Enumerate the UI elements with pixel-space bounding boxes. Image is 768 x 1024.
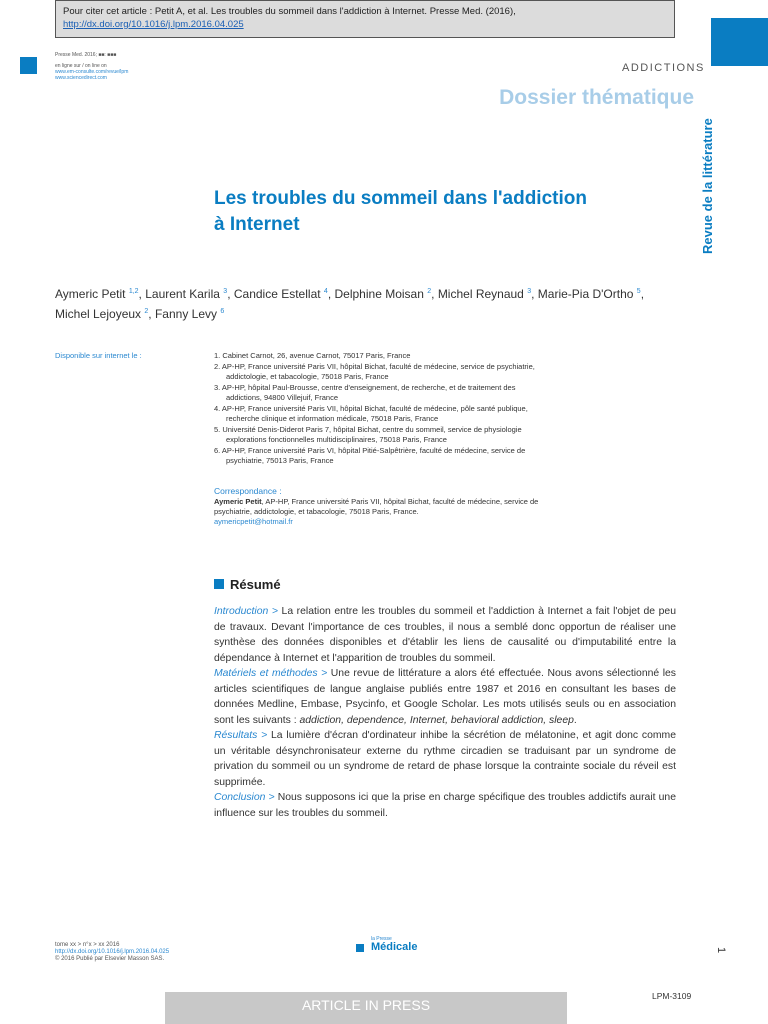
abstract-methods: Matériels et méthodes > Une revue de littérature a alors été effectuée. Nous avons sélectionné les articles scientifiques de langue anglaise publiés entre 1987 et 2016 en consultant les bases de données Medline, Embase, Psycinfo, et Google Scholar. Les mots utilisés seuls ou en association sont les suivants : addiction, dependence, Internet, behavioral addiction, sleep.: [214, 668, 677, 726]
author: Michel Reynaud $^3$,: [437, 287, 538, 301]
affiliation-list: [214, 351, 544, 467]
author-name: Fanny Levy: [154, 307, 218, 321]
introduction-text: La relation entre les troubles du sommeil et l'addiction à Internet a fait l'objet de peu de travaux. Devant l'importance de ces troubles, il nous a semblé donc opportun de réaliser une synthèse des données disponibles et d'établir les liens de causalité ou d'imputabilité entre la dépendance à Internet et l'apparition de troubles du sommeil.: [214, 606, 676, 664]
presse-medicale-logo: [356, 936, 436, 956]
footer-info: [55, 942, 169, 963]
abstract-conclusion: [214, 790, 676, 821]
author: Michel Lejoyeux $^2$,: [55, 307, 155, 321]
conclusion-text: Nous supposons ici que la prise en charge spécifique des troubles addictifs aurait une influence sur les troubles du sommeil.: [214, 792, 676, 819]
title-line-1: Les troubles du sommeil dans l'addiction: [214, 188, 587, 209]
author-name: Michel Lejoyeux: [55, 307, 142, 321]
author-name: Laurent Karila: [145, 287, 220, 301]
author-name: Michel Reynaud: [437, 287, 524, 301]
vertical-section-label: Revue de la littérature: [700, 118, 715, 254]
article-code: LPM-3109: [652, 991, 692, 1001]
conclusion-lead: Conclusion >: [214, 792, 275, 803]
correspondence-label: Correspondance :: [214, 486, 282, 496]
article-in-press-bar: ARTICLE IN PRESS: [165, 992, 567, 1024]
author: Delphine Moisan $^2$,: [334, 287, 438, 301]
article-title: [214, 186, 694, 238]
abstract-heading-text: Résumé: [230, 577, 281, 592]
correspondence-email[interactable]: aymericpetit@hotmail.fr: [214, 517, 293, 526]
author-list: [55, 283, 680, 323]
publication-meta: [55, 52, 128, 81]
available-online-label: Disponible sur internet le :: [55, 351, 142, 360]
blue-square-marker: [20, 57, 37, 74]
author-affiliation-sup: 4: [323, 288, 328, 295]
logo-square-icon: [356, 944, 364, 952]
correspondence-name: Aymeric Petit: [214, 497, 262, 506]
logo-big-text: Médicale: [371, 941, 418, 953]
author-affiliation-sup: 3: [223, 288, 228, 295]
heading-square-icon: [214, 579, 224, 589]
author-name: Marie-Pia D'Ortho: [537, 287, 634, 301]
author-affiliation-sup: 2: [144, 308, 149, 315]
url-sciencedirect[interactable]: www.sciencedirect.com: [55, 75, 107, 81]
author-name: Delphine Moisan: [334, 287, 424, 301]
issue-line: tome xx > n°x > xx 2016: [55, 942, 120, 948]
affiliation-item: 2. AP-HP, France université Paris VII, hôpital Bichat, faculté de médecine, service de psychiatrie, addictologie, et tabacologie, 75018 Paris, France: [214, 361, 535, 381]
abstract-body: [214, 604, 676, 821]
methods-keywords: addiction, dependence, Internet, behavioral addiction, sleep: [299, 714, 574, 726]
journal-line: Presse Med. 2016; ■■: ■■■: [55, 52, 117, 58]
author: [155, 307, 224, 321]
correspondence-block: [214, 497, 544, 527]
author-name: Candice Estellat: [233, 287, 321, 301]
author: Laurent Karila $^3$,: [145, 287, 234, 301]
results-text: La lumière d'écran d'ordinateur inhibe la sécrétion de mélatonine, et agit donc comme un véritable désynchronisateur externe du rythme circadien se traduisant par un syndrome de privation du sommeil ou un syndrome de retard de phase lorsque la contrainte sociale du réveil est supprimée.: [214, 730, 676, 788]
affiliation-item: 1. Cabinet Carnot, 26, avenue Carnot, 75017 Paris, France: [214, 351, 411, 360]
blue-corner-tab: [711, 18, 768, 66]
author-affiliation-sup: 1,2: [128, 288, 139, 295]
citation-doi-link[interactable]: http://dx.doi.org/10.1016/j.lpm.2016.04.025: [63, 19, 244, 30]
methods-lead: Matériels et méthodes >: [214, 668, 328, 679]
url-em-consulte[interactable]: www.em-consulte.com/revue/lpm: [55, 69, 129, 75]
abstract-introduction: [214, 604, 676, 666]
title-line-2: à Internet: [214, 214, 300, 235]
footer-doi-link[interactable]: http://dx.doi.org/10.1016/j.lpm.2016.04.025: [55, 949, 170, 955]
author: Candice Estellat $^4$,: [233, 287, 335, 301]
author-affiliation-sup: 2: [427, 288, 432, 295]
copyright-line: © 2016 Publié par Elsevier Masson SAS.: [55, 956, 165, 962]
logo-small-text: la Presse: [371, 936, 392, 942]
abstract-heading: [214, 577, 281, 592]
correspondence-address: , AP-HP, France université Paris VII, hôpital Bichat, faculté de médecine, service de psychiatrie, addictologie, et tabacologie, 75018 Paris, France.: [214, 497, 539, 516]
affiliation-item: 6. AP-HP, France université Paris VI, hôpital Pitié-Salpêtrière, faculté de médecine, service de psychiatrie, 75013 Paris, France: [214, 445, 526, 465]
citation-box: [55, 0, 675, 38]
methods-text: Une revue de littérature a alors été effectuée. Nous avons sélectionné les articles scientifiques de langue anglaise publiés entre 1987 et 2016 en consultant les bases de données Medline, Embase, Psycinfo, et Google Scholar. Les mots utilisés seuls ou en association sont les suivants :: [214, 668, 677, 726]
author-affiliation-sup: 3: [527, 288, 532, 295]
page-number: 1: [715, 946, 728, 954]
affiliation-item: 5. Université Denis-Diderot Paris 7, hôpital Bichat, centre du sommeil, service de physiologie explorations fonctionnelles multidisciplinaires, 75018 Paris, France: [214, 424, 522, 444]
affiliation-item: 4. AP-HP, France université Paris VII, hôpital Bichat, faculté de médecine, pôle santé publique, recherche clinique et information médicale, 75018 Paris, France: [214, 403, 528, 423]
author-name: Aymeric Petit: [55, 287, 126, 301]
online-label: en ligne sur / on line on: [55, 63, 107, 69]
author: Aymeric Petit $^{1,2}$,: [55, 287, 146, 301]
introduction-lead: Introduction >: [214, 606, 278, 617]
dossier-heading: Dossier thématique: [499, 86, 694, 109]
section-label: ADDICTIONS: [622, 62, 705, 74]
results-lead: Résultats >: [214, 730, 268, 741]
abstract-results: [214, 728, 676, 790]
citation-text: Pour citer cet article : Petit A, et al. Les troubles du sommeil dans l'addiction à Internet. Presse Med. (2016),: [63, 6, 516, 17]
affiliation-item: 3. AP-HP, hôpital Paul-Brousse, centre d'enseignement, de recherche, et de traitement des addictions, 94800 Villejuif, France: [214, 382, 516, 402]
author: Marie-Pia D'Ortho $^5$,: [537, 287, 645, 301]
author-affiliation-sup: 6: [220, 308, 225, 315]
author-affiliation-sup: 5: [636, 288, 641, 295]
